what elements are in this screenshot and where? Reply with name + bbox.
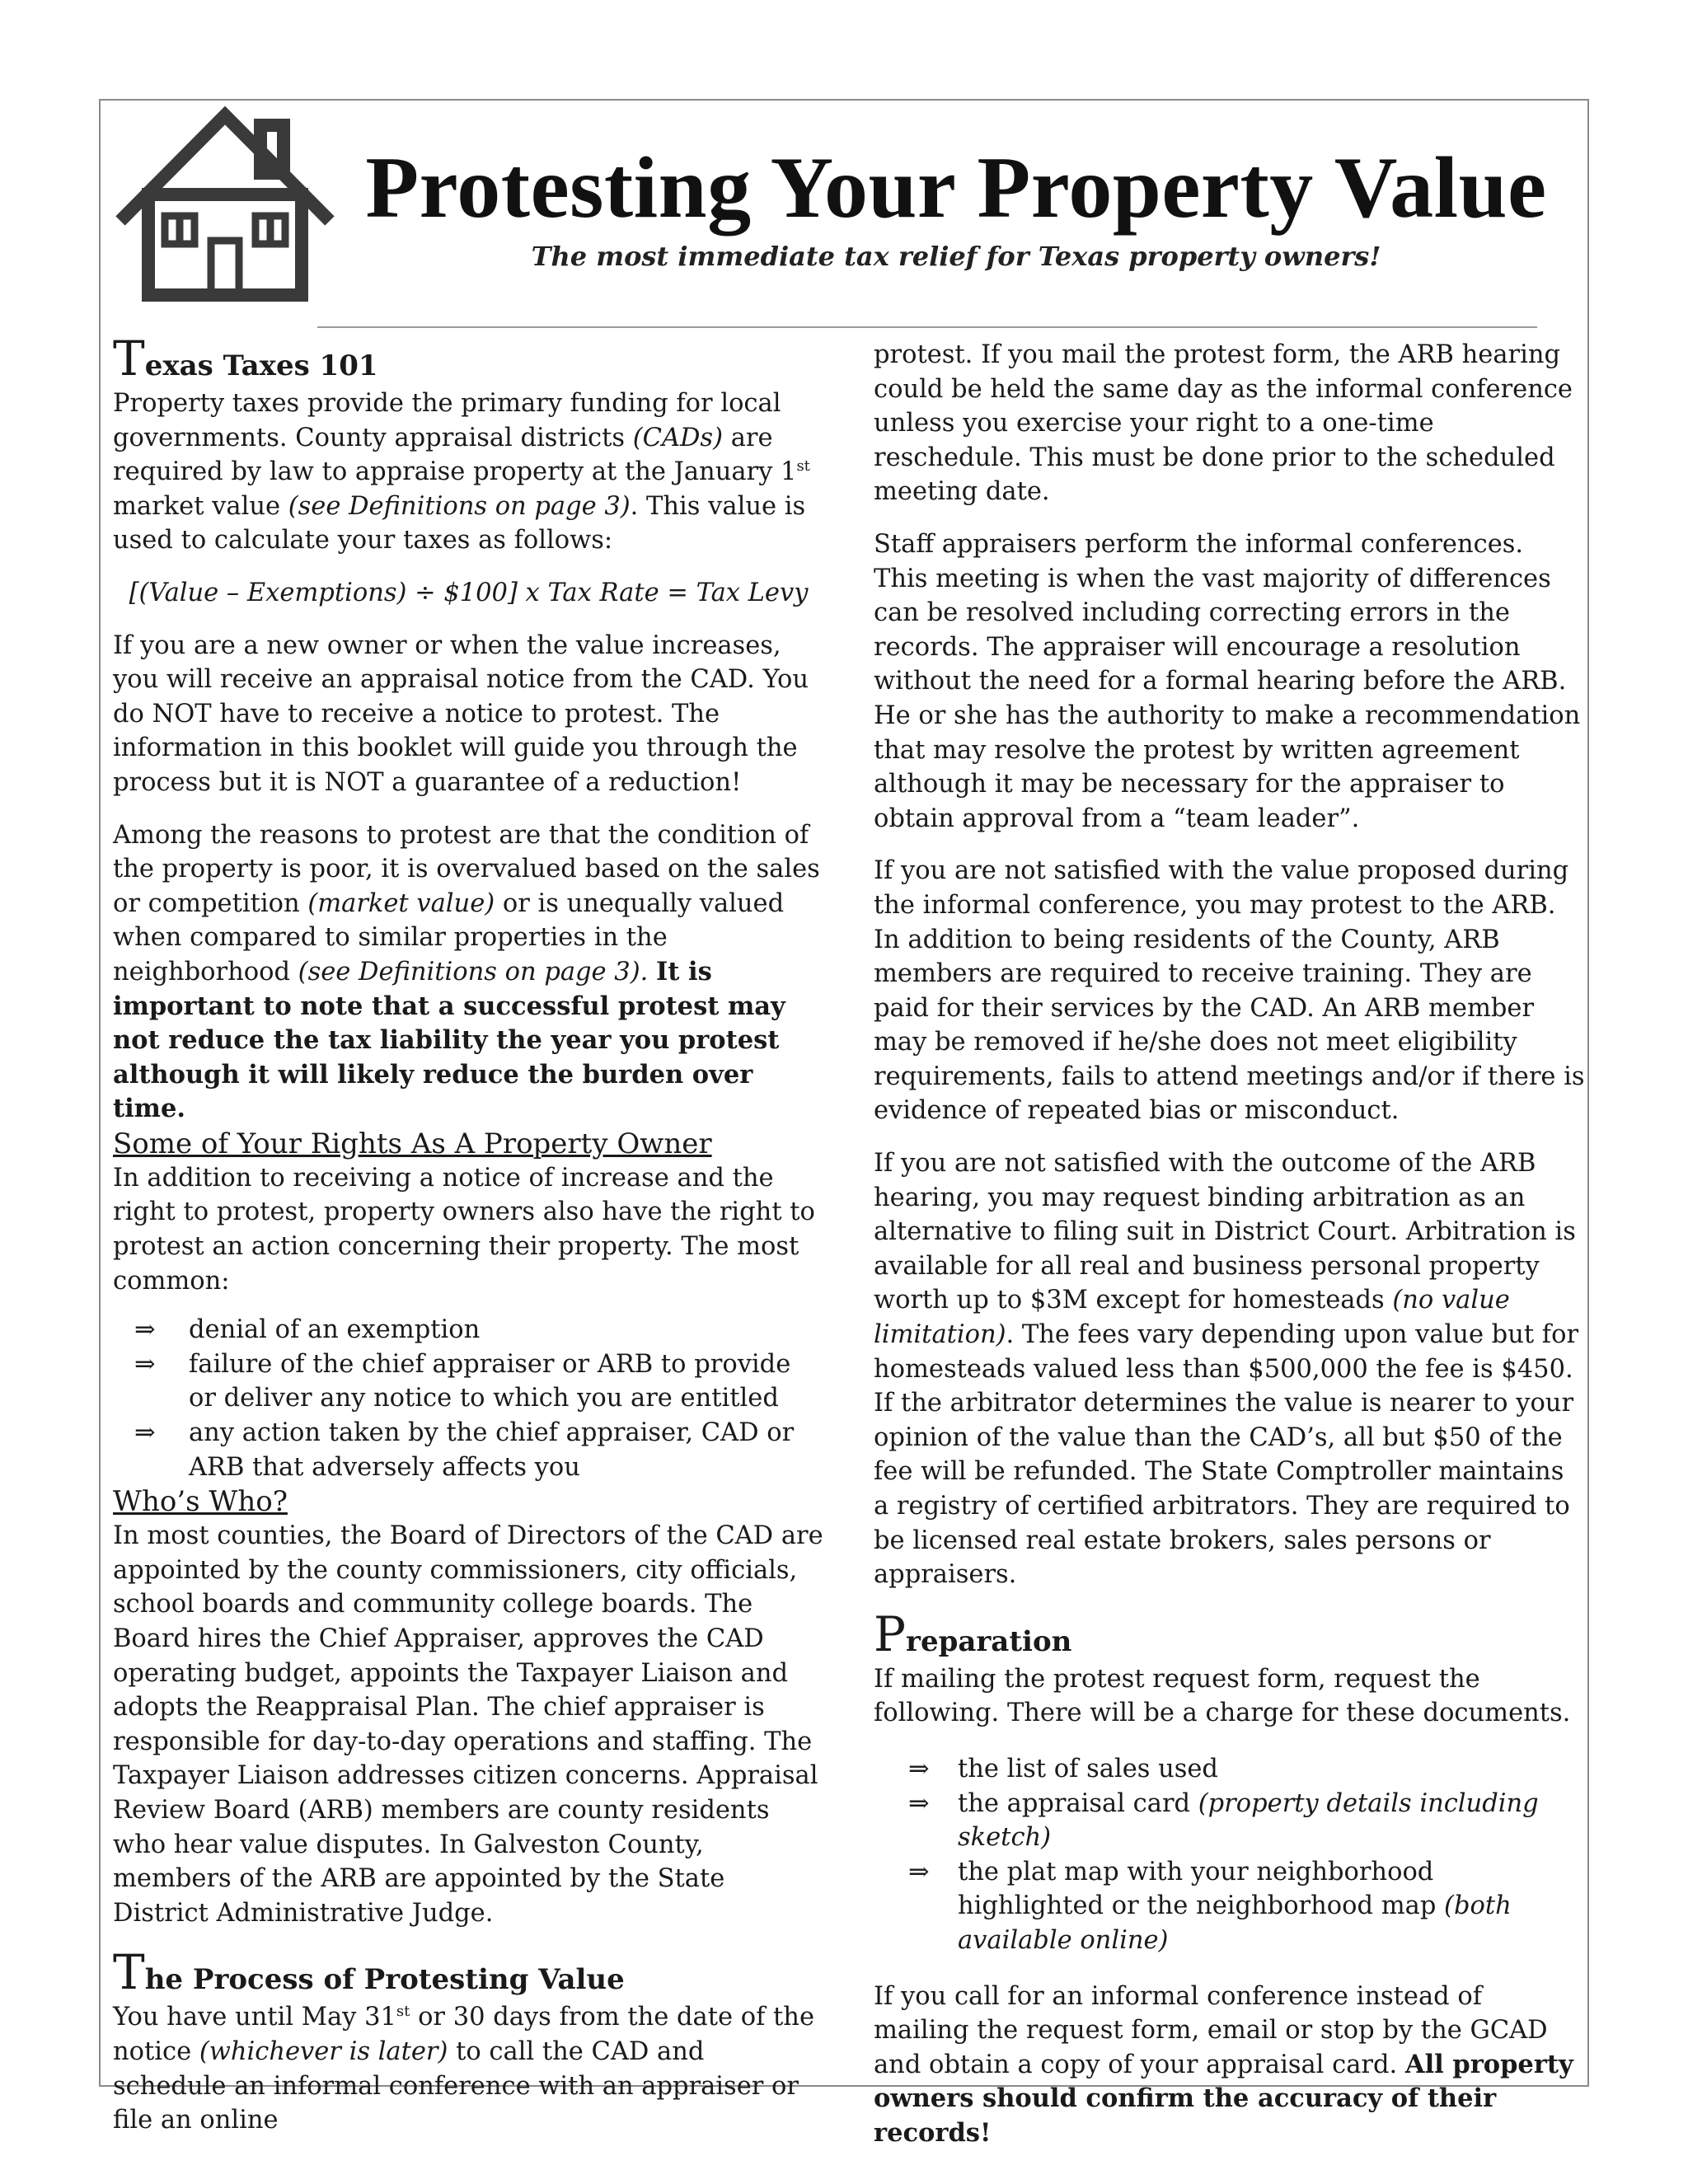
tax-formula: [(Value – Exemptions) ÷ $100] x Tax Rate = Tax Levy: [129, 578, 809, 607]
process-paragraph: You have until May 31st or 30 days from the date of the notice (whichever is later) to call the CAD and schedule an informal conference with an appraiser or file an online: [113, 2003, 814, 2135]
heading-whos-who: Who’s Who?: [113, 1485, 288, 1519]
arb-paragraph: If you are not satisfied with the value proposed during the informal conference, you may protest to the ARB. In addition to being residents of the County, ARB members are required to receive training. They are paid for their services by the CAD. An ARB member may be removed if he/she does not meet eligibility requirements, fails to attend meetings and/or if there is evidence of repeated bias or misconduct.: [874, 856, 1585, 1126]
heading-process: The Process of Protesting Value: [113, 1944, 625, 2001]
intro-paragraph: Property taxes provide the primary funding for local governments. County appraisal districts (CADs) are required by law to appraise property at the January 1st market value (see Definitions on page 3). This value is used to calculate your taxes as follows:: [113, 389, 810, 555]
informal-conference-paragraph: Staff appraisers perform the informal conferences. This meeting is when the vast majority of differences can be resolved including correcting errors in the records. The appraiser will encourage a resolution without the need for a formal hearing before the ARB. He or she has the authority to make a recommendation that may resolve the protest by written agreement although it may be necessary for the appraiser to obtain approval from a “team leader”.: [874, 529, 1581, 833]
list-item: ⇒ any action taken by the chief appraiser, CAD or ARB that adversely affects you: [113, 1416, 824, 1484]
arbitration-paragraph: If you are not satisfied with the outcome of the ARB hearing, you may request binding arbitration as an alternative to filing suit in District Court. Arbitration is available for all real and business personal property worth up to $3M except for homesteads (no value limitation). The fees vary depending upon value but for homesteads valued less than $500,000 the fee is $450. If the arbitrator determines the value is nearer to your opinion of the value than the CAD’s, all but $50 of the fee will be refunded. The State Comptroller maintains a registry of certified arbitrators. They are required to be licensed real estate brokers, sales persons or appraisers.: [874, 1149, 1579, 1590]
reasons-paragraph: Among the reasons to protest are that the condition of the property is poor, it is overvalued based on the sales or competition (market value) or is unequally valued when compared to similar properties in the neighborhood (see Definitions on page 3). It is important to note that a successful protest may not reduce the tax liability the year you protest although it will likely reduce the burden over time.: [113, 820, 820, 1124]
page-title: Protesting Your Property Value: [365, 139, 1547, 236]
arrow-icon: ⇒: [908, 1788, 930, 1818]
arrow-icon: ⇒: [908, 1857, 930, 1886]
arrow-icon: ⇒: [134, 1315, 156, 1345]
preparation-list: [874, 1752, 1585, 1958]
protest-continued-paragraph: protest. If you mail the protest form, the ARB hearing could be held the same day as the informal conference unless you exercise your right to a one-time reschedule. This must be done prior to the scheduled meeting date.: [874, 340, 1573, 507]
page-subtitle: The most immediate tax relief for Texas property owners!: [531, 241, 1381, 272]
list-item: ⇒ the list of sales used: [874, 1752, 1585, 1787]
arrow-icon: ⇒: [134, 1418, 156, 1448]
heading-preparation: Preparation: [874, 1605, 1072, 1662]
left-column: [113, 330, 824, 2138]
house-icon: [114, 105, 336, 303]
preparation-paragraph: If mailing the protest request form, request the following. There will be a charge for these documents.: [874, 1664, 1571, 1728]
list-item: ⇒ the plat map with your neighborhood highlighted or the neighborhood map (both available online): [874, 1855, 1585, 1958]
header-divider: [317, 326, 1537, 328]
list-item: ⇒ the appraisal card (property details including sketch): [874, 1787, 1585, 1855]
closing-paragraph: If you call for an informal conference instead of mailing the request form, email or stop by the GCAD and obtain a copy of your appraisal card. All property owners should confirm the accuracy of their records!: [874, 1981, 1573, 2148]
rights-list: [113, 1313, 824, 1484]
heading-texas-taxes: Texas Taxes 101: [113, 330, 378, 387]
notice-paragraph: If you are a new owner or when the value increases, you will receive an appraisal notice from the CAD. You do NOT have to receive a notice to protest. The information in this booklet will guide you through the process but it is NOT a guarantee of a reduction!: [113, 630, 809, 797]
rights-paragraph: In addition to receiving a notice of increase and the right to protest, property owners also have the right to protest an action concerning their property. The most common:: [113, 1163, 815, 1296]
arrow-icon: ⇒: [908, 1754, 930, 1783]
arrow-icon: ⇒: [134, 1349, 156, 1379]
whos-who-paragraph: In most counties, the Board of Directors of the CAD are appointed by the county commissioners, city officials, school boards and community college boards. The Board hires the Chief Appraiser, approves the CAD operating budget, appoints the Taxpayer Liaison and adopts the Reappraisal Plan. The chief appraiser is responsible for day-to-day operations and staffing. The Taxpayer Liaison addresses citizen concerns. Appraisal Review Board (ARB) members are county residents who hear value disputes. In Galveston County, members of the ARB are appointed by the State District Administrative Judge.: [113, 1521, 823, 1928]
list-item: ⇒ failure of the chief appraiser or ARB to provide or deliver any notice to which you are entitled: [113, 1347, 824, 1416]
right-column: [874, 338, 1585, 2151]
heading-rights: Some of Your Rights As A Property Owner: [113, 1127, 712, 1160]
list-item: ⇒ denial of an exemption: [113, 1313, 824, 1347]
